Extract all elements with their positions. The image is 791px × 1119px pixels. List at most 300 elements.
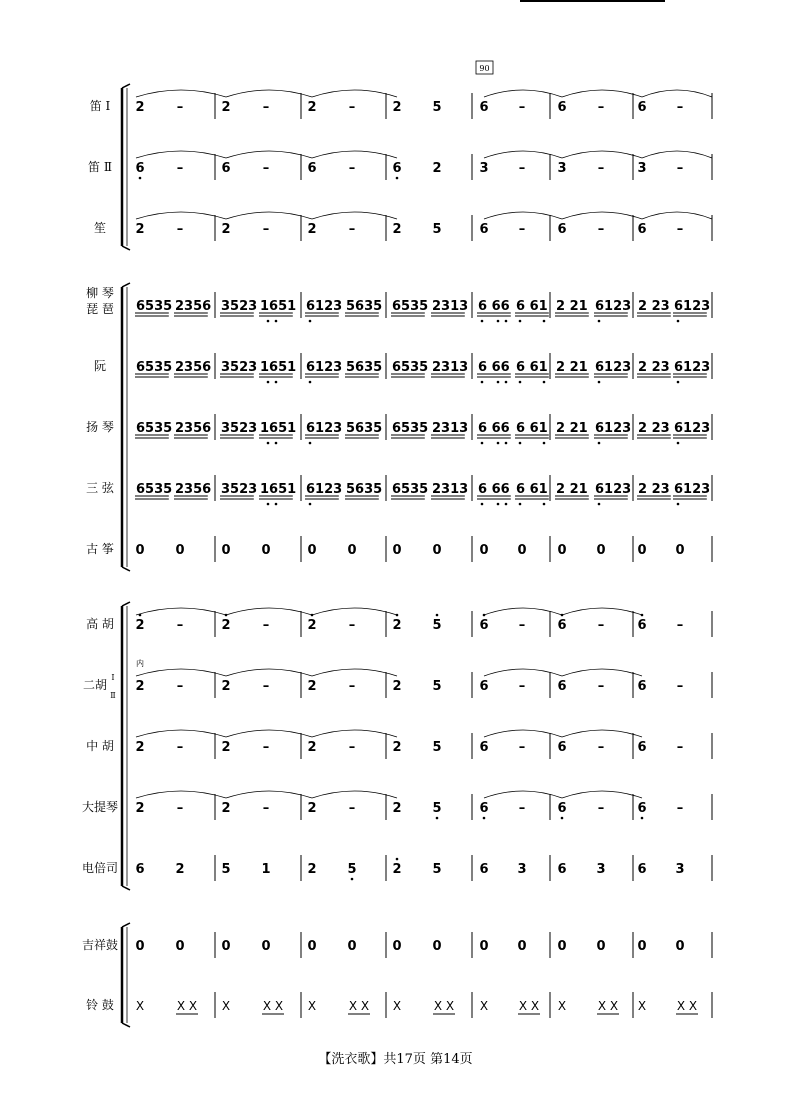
tie-arc [226,791,312,798]
sixteenth-group: 6535 [136,482,173,497]
sixteenth-group: 6 66 [478,482,510,497]
octave-dot-low [481,381,484,384]
note: 6 [637,801,647,816]
dash: – [262,801,270,816]
note: 6 [557,862,567,877]
sixteenth-group: 2 23 [638,421,670,436]
tie-arc [226,730,312,737]
octave-dot-low [543,442,546,445]
perc-hit-pair: X X [518,999,540,1013]
octave-dot-low [267,381,270,384]
rest: 0 [221,939,231,954]
tie-arc [226,90,312,97]
sixteenth-group: 6123 [595,360,632,375]
rest: 0 [432,939,442,954]
dash: – [176,740,184,755]
note: 6 [479,862,489,877]
perc-hit-pair: X X [176,999,198,1013]
rest: 0 [175,939,185,954]
dash: – [262,679,270,694]
rest: 0 [479,543,489,558]
tie-arc [312,151,397,158]
octave-dot-low [543,503,546,506]
note: 6 [135,862,145,877]
tie-arc [226,669,312,676]
sixteenth-group: 5635 [346,482,383,497]
note: 2 [307,100,317,115]
sixteenth-group: 6535 [136,421,173,436]
octave-dot-low [309,442,312,445]
octave-dot-low [543,320,546,323]
rest: 0 [392,939,402,954]
dash: – [597,801,605,816]
sixteenth-group: 6535 [136,299,173,314]
sixteenth-group: 6123 [674,360,711,375]
tie-arc [562,90,642,97]
dash: – [348,100,356,115]
tie-arc [226,608,312,615]
octave-dot-low [351,878,354,881]
sixteenth-group: 2 23 [638,360,670,375]
dash: – [176,618,184,633]
tie-arc [136,669,226,676]
sixteenth-group: 6535 [392,421,429,436]
note: 1 [261,862,271,877]
sixteenth-group: 6 61 [516,360,548,375]
sixteenth-group: 6123 [674,482,711,497]
note: 6 [479,801,489,816]
octave-dot-low [519,442,522,445]
sixteenth-group: 6 66 [478,299,510,314]
sixteenth-group: 1651 [260,482,297,497]
note: 6 [221,161,231,176]
octave-dot-low [309,320,312,323]
dash: – [518,801,526,816]
rest: 0 [596,543,606,558]
dash: – [676,618,684,633]
tie-arc [136,791,226,798]
dash: – [348,679,356,694]
rest: 0 [432,543,442,558]
note: 2 [307,801,317,816]
staff-label: 柳 琴 [86,286,114,300]
octave-dot-low [267,442,270,445]
sixteenth-group: 6123 [306,421,343,436]
note: 2 [221,801,231,816]
note: 5 [432,618,442,633]
sixteenth-group: 2313 [432,421,469,436]
note: 6 [557,679,567,694]
octave-dot-low [309,503,312,506]
perc-hit-pair: X X [597,999,619,1013]
octave-dot-low [677,503,680,506]
bracket-hook-bottom [122,246,130,250]
sixteenth-group: 2 23 [638,299,670,314]
dash: – [597,222,605,237]
dash: – [676,740,684,755]
sixteenth-group: 6 66 [478,421,510,436]
octave-dot-low [505,503,508,506]
note: 2 [221,740,231,755]
note: 6 [557,100,567,115]
note: 6 [637,740,647,755]
bracket-hook-top [122,602,130,606]
dash: – [176,679,184,694]
dash: – [518,618,526,633]
rest: 0 [637,543,647,558]
rest: 0 [557,543,567,558]
octave-dot-low [519,381,522,384]
note: 6 [557,618,567,633]
dash: – [676,222,684,237]
sixteenth-group: 6535 [136,360,173,375]
rest: 0 [347,543,357,558]
octave-dot-low [481,503,484,506]
octave-dot-low [677,320,680,323]
dash: – [262,618,270,633]
staff-label: 琵 琶 [86,302,114,316]
note: 2 [135,618,145,633]
sixteenth-group: 6535 [392,482,429,497]
note: 6 [637,618,647,633]
sixteenth-group: 3523 [221,299,258,314]
sixteenth-group: 3523 [221,421,258,436]
note: 2 [392,618,402,633]
tie-arc [136,90,226,97]
dash: – [348,222,356,237]
tie-arc [642,212,712,219]
tie-arc [312,90,397,97]
rehearsal-mark: 90 [479,64,490,73]
note: 6 [479,618,489,633]
tie-arc [642,90,712,97]
note: 6 [637,222,647,237]
sixteenth-group: 1651 [260,421,297,436]
dash: – [348,161,356,176]
note: 3 [479,161,489,176]
octave-dot-low [267,320,270,323]
page-footer: 【洗衣歌】共17页 第14页 [318,1052,473,1067]
note: 2 [135,100,145,115]
dash: – [597,618,605,633]
bracket-hook-bottom [122,567,130,571]
sixteenth-group: 2356 [175,421,212,436]
note: 2 [392,740,402,755]
note: 5 [347,862,357,877]
perc-hit: X [221,999,231,1013]
octave-dot-low [497,381,500,384]
sixteenth-group: 6123 [306,360,343,375]
sixteenth-group: 1651 [260,360,297,375]
note: 3 [596,862,606,877]
octave-dot-low [505,381,508,384]
octave-dot-low [139,177,142,180]
sixteenth-group: 6 66 [478,360,510,375]
dash: – [262,222,270,237]
sixteenth-group: 2 21 [556,421,588,436]
tie-arc [562,791,642,798]
sixteenth-group: 2 23 [638,482,670,497]
perc-hit: X [479,999,489,1013]
rest: 0 [675,939,685,954]
rest: 0 [517,543,527,558]
staff-label: 扬 琴 [86,420,114,434]
note: 2 [135,801,145,816]
perc-hit: X [557,999,567,1013]
note: 2 [392,100,402,115]
octave-dot-low [505,442,508,445]
note: 6 [637,679,647,694]
note: 2 [392,801,402,816]
sixteenth-group: 5635 [346,299,383,314]
note: 6 [479,100,489,115]
dash: – [518,100,526,115]
note: 6 [637,862,647,877]
octave-dot-low [561,817,564,820]
octave-dot-low [396,177,399,180]
sixteenth-group: 6123 [595,421,632,436]
octave-dot-low [436,817,439,820]
octave-dot-low [677,381,680,384]
tie-arc [136,151,226,158]
note: 6 [557,801,567,816]
octave-dot-low [267,503,270,506]
tie-arc [312,791,397,798]
perc-hit: X [135,999,145,1013]
rest: 0 [307,543,317,558]
bracket-hook-top [122,923,130,927]
octave-dot-low [497,503,500,506]
dash: – [676,100,684,115]
tie-arc [562,212,642,219]
staff-sub-label: Ⅰ [111,673,115,682]
octave-dot-low [519,503,522,506]
note: 2 [392,862,402,877]
tie-arc [136,608,226,615]
dash: – [518,679,526,694]
note: 2 [392,679,402,694]
note: 2 [221,222,231,237]
sixteenth-group: 6123 [306,482,343,497]
octave-dot-low [543,381,546,384]
perc-hit-pair: X X [348,999,370,1013]
staff-sub-label: Ⅱ [110,691,116,700]
note: 2 [392,222,402,237]
sixteenth-group: 5635 [346,360,383,375]
dash: – [262,100,270,115]
perc-hit-pair: X X [262,999,284,1013]
tie-arc [562,151,642,158]
staff-label: 阮 [93,359,107,373]
dash: – [176,100,184,115]
octave-dot-low [483,817,486,820]
perc-hit: X [637,999,647,1013]
staff-label: 高 胡 [86,617,114,631]
octave-dot-low [598,381,601,384]
note: 6 [479,740,489,755]
sixteenth-group: 2 21 [556,360,588,375]
note: 5 [432,862,442,877]
octave-dot-low [598,320,601,323]
note: 2 [307,222,317,237]
dash: – [597,679,605,694]
note: 5 [432,801,442,816]
expression-marking: 内 [136,659,144,668]
tie-arc [226,151,312,158]
dash: – [348,801,356,816]
note: 2 [135,740,145,755]
dash: – [262,740,270,755]
note: 2 [221,100,231,115]
sixteenth-group: 6 61 [516,299,548,314]
staff-label: 笙 [93,221,107,235]
perc-hit: X [392,999,402,1013]
rest: 0 [175,543,185,558]
rest: 0 [479,939,489,954]
rest: 0 [221,543,231,558]
octave-dot-low [481,320,484,323]
octave-dot-low [677,442,680,445]
note: 2 [221,618,231,633]
tie-arc [562,730,642,737]
sixteenth-group: 2 21 [556,482,588,497]
staff-label: 吉祥鼓 [81,938,119,952]
note: 5 [432,100,442,115]
rest: 0 [517,939,527,954]
note: 2 [221,679,231,694]
note: 2 [135,222,145,237]
octave-dot-low [497,320,500,323]
note: 6 [557,222,567,237]
note: 2 [307,862,317,877]
tie-arc [312,669,397,676]
sixteenth-group: 3523 [221,360,258,375]
tie-arc [136,212,226,219]
bracket-hook-bottom [122,1023,130,1027]
rest: 0 [261,939,271,954]
note: 2 [175,862,185,877]
tie-arc [136,730,226,737]
note: 6 [307,161,317,176]
tie-arc [226,212,312,219]
octave-dot-low [275,503,278,506]
sixteenth-group: 2313 [432,360,469,375]
perc-hit-pair: X X [676,999,698,1013]
octave-dot-low [641,817,644,820]
note: 5 [432,740,442,755]
sixteenth-group: 6 61 [516,421,548,436]
octave-dot-low [598,442,601,445]
note: 2 [307,679,317,694]
sixteenth-group: 6123 [674,421,711,436]
note: 6 [392,161,402,176]
dash: – [176,222,184,237]
sixteenth-group: 2356 [175,482,212,497]
note: 6 [637,100,647,115]
dash: – [262,161,270,176]
staff-label: 古 筝 [86,542,114,556]
tie-arc [312,608,397,615]
note: 3 [557,161,567,176]
rest: 0 [596,939,606,954]
sixteenth-group: 6123 [595,482,632,497]
rest: 0 [392,543,402,558]
sixteenth-group: 6123 [595,299,632,314]
sixteenth-group: 6535 [392,360,429,375]
octave-dot-low [497,442,500,445]
rest: 0 [675,543,685,558]
note: 5 [221,862,231,877]
sixteenth-group: 6123 [306,299,343,314]
sixteenth-group: 6 61 [516,482,548,497]
octave-dot-high [396,858,399,861]
rest: 0 [307,939,317,954]
rest: 0 [261,543,271,558]
sixteenth-group: 5635 [346,421,383,436]
sixteenth-group: 2356 [175,299,212,314]
tie-arc [562,608,642,615]
perc-hit-pair: X X [433,999,455,1013]
note: 5 [432,679,442,694]
dash: – [518,740,526,755]
dash: – [597,100,605,115]
note: 6 [479,222,489,237]
staff-label: 二胡 [82,678,108,692]
perc-hit: X [307,999,317,1013]
sixteenth-group: 6123 [674,299,711,314]
note: 2 [307,740,317,755]
dash: – [518,222,526,237]
octave-dot-low [519,320,522,323]
tie-arc [642,151,712,158]
staff-label: 大提琴 [81,800,119,814]
staff-label: 铃 鼓 [86,998,114,1012]
dash: – [676,679,684,694]
note: 2 [432,161,442,176]
note: 3 [637,161,647,176]
note: 3 [517,862,527,877]
octave-dot-low [275,442,278,445]
staff-label: 笛 Ⅰ [89,99,111,113]
sixteenth-group: 6535 [392,299,429,314]
sixteenth-group: 2 21 [556,299,588,314]
note: 6 [479,679,489,694]
octave-dot-low [481,442,484,445]
octave-dot-low [275,381,278,384]
rest: 0 [347,939,357,954]
dash: – [676,801,684,816]
sixteenth-group: 2313 [432,299,469,314]
staff-label: 笛 Ⅱ [88,160,112,174]
note: 2 [135,679,145,694]
sixteenth-group: 2313 [432,482,469,497]
note: 6 [557,740,567,755]
note: 5 [432,222,442,237]
rest: 0 [135,939,145,954]
tie-arc [562,669,642,676]
bracket-hook-top [122,84,130,88]
dash: – [176,801,184,816]
tie-arc [312,730,397,737]
staff-label: 三 弦 [86,481,114,495]
rest: 0 [557,939,567,954]
rest: 0 [135,543,145,558]
dash: – [518,161,526,176]
dash: – [348,740,356,755]
sixteenth-group: 1651 [260,299,297,314]
sixteenth-group: 2356 [175,360,212,375]
dash: – [348,618,356,633]
